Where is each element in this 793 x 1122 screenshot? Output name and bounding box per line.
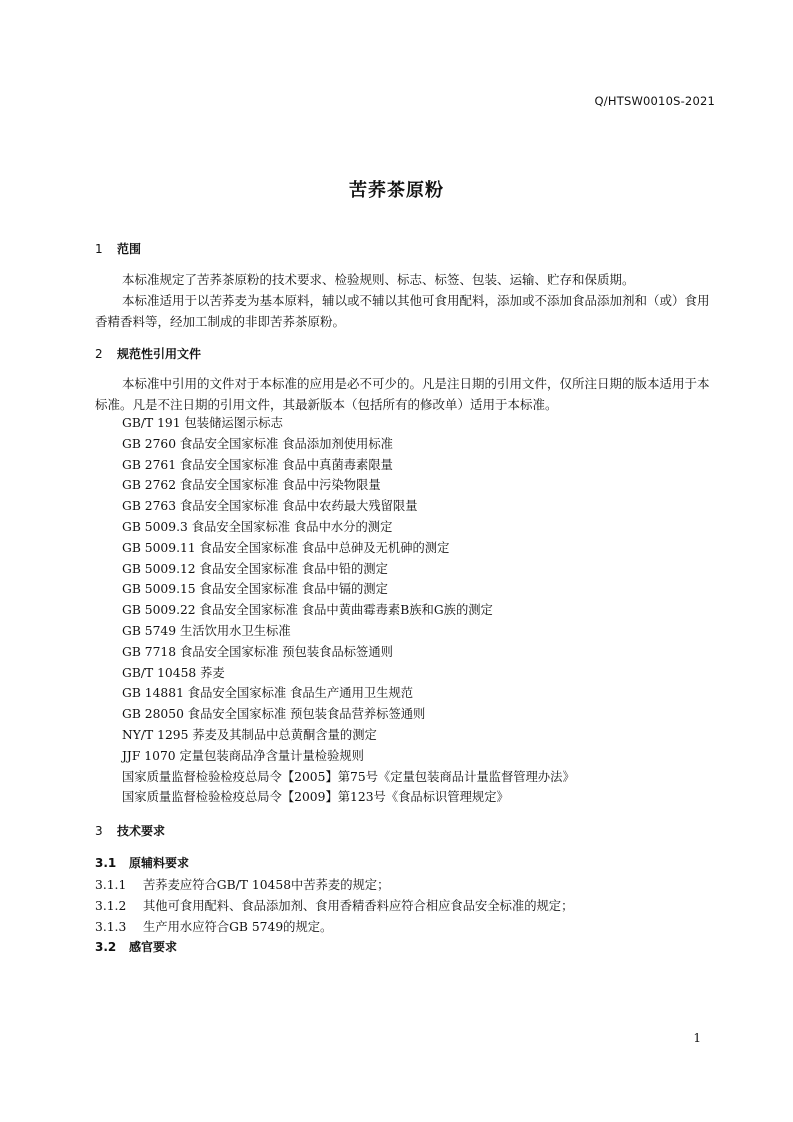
reference-item: GB 5009.12 食品安全国家标准 食品中铅的测定 (122, 561, 388, 576)
section-heading-normative (95, 345, 201, 362)
reference-item: GB 5009.11 食品安全国家标准 食品中总砷及无机砷的测定 (122, 540, 450, 555)
reference-item: GB/T 191 包装储运图示标志 (122, 416, 283, 430)
clause-3-1-1: 3.1.1 苦荞麦应符合GB/T 10458中苦荞麦的规定； (95, 878, 390, 892)
reference-item: JJF 1070 定量包装商品净含量计量检验规则 (122, 748, 364, 763)
reference-item: GB/T 10458 荞麦 (122, 665, 225, 680)
reference-item: GB 28050 食品安全国家标准 预包装食品营养标签通则 (122, 707, 426, 722)
subsection-heading-sensory: 3.2 感官要求 (95, 940, 178, 954)
section-title: 范围 (117, 242, 142, 256)
section-title: 规范性引用文件 (117, 347, 202, 361)
reference-item: 国家质量监督检验检疫总局令【2005】第75号《定量包装商品计量监督管理办法》 (122, 769, 575, 784)
reference-item: GB 5009.22 食品安全国家标准 食品中黄曲霉毒素B族和G族的测定 (122, 603, 493, 618)
reference-item: GB 5749 生活饮用水卫生标准 (122, 623, 291, 638)
section-number: 1 (95, 242, 103, 256)
clause-3-1-2: 3.1.2 其他可食用配料、食品添加剂、食用香精香料应符合相应食品安全标准的规定； (95, 899, 574, 913)
document-code: Q/HTSW0010S-2021 (594, 94, 715, 108)
normative-intro: 本标准中引用的文件对于本标准的应用是必不可少的。凡是注日期的引用文件，仅所注日期的版本适用于本标准。凡是不注日期的引用文件，其最新版本（包括所有的修改单）适用于本标准。 (95, 376, 710, 412)
section-heading-scope (95, 240, 141, 257)
subsection-heading-raw-materials: 3.1 原辅料要求 (95, 856, 190, 870)
section-heading-technical (95, 822, 165, 839)
scope-paragraph-1: 本标准规定了苦荞茶原粉的技术要求、检验规则、标志、标签、包装、运输、贮存和保质期。 (122, 272, 635, 287)
reference-item: GB 2761 食品安全国家标准 食品中真菌毒素限量 (122, 457, 393, 472)
reference-item: GB 5009.15 食品安全国家标准 食品中镉的测定 (122, 582, 388, 597)
section-title: 技术要求 (117, 824, 166, 838)
reference-item: GB 14881 食品安全国家标准 食品生产通用卫生规范 (122, 686, 414, 701)
section-number: 2 (95, 347, 103, 361)
reference-item: GB 5009.3 食品安全国家标准 食品中水分的测定 (122, 519, 393, 534)
document-title: 苦荞茶原粉 (349, 180, 444, 201)
reference-item: GB 2762 食品安全国家标准 食品中污染物限量 (122, 478, 381, 493)
reference-item: 国家质量监督检验检疫总局令【2009】第123号《食品标识管理规定》 (122, 790, 509, 805)
scope-paragraph-2: 本标准适用于以苦荞麦为基本原料，辅以或不辅以其他可食用配料，添加或不添加食品添加剂和（或）食用香精香料等，经加工制成的非即苦荞茶原粉。 (95, 293, 710, 329)
page-number: 1 (693, 1031, 701, 1045)
reference-item: GB 2763 食品安全国家标准 食品中农药最大残留限量 (122, 499, 418, 514)
reference-item: NY/T 1295 荞麦及其制品中总黄酮含量的测定 (122, 727, 377, 742)
reference-list (122, 413, 575, 808)
clause-3-1-3: 3.1.3 生产用水应符合GB 5749的规定。 (95, 920, 333, 934)
reference-item: GB 7718 食品安全国家标准 预包装食品标签通则 (122, 644, 393, 659)
reference-item: GB 2760 食品安全国家标准 食品添加剂使用标准 (122, 436, 393, 451)
section-number: 3 (95, 824, 103, 838)
